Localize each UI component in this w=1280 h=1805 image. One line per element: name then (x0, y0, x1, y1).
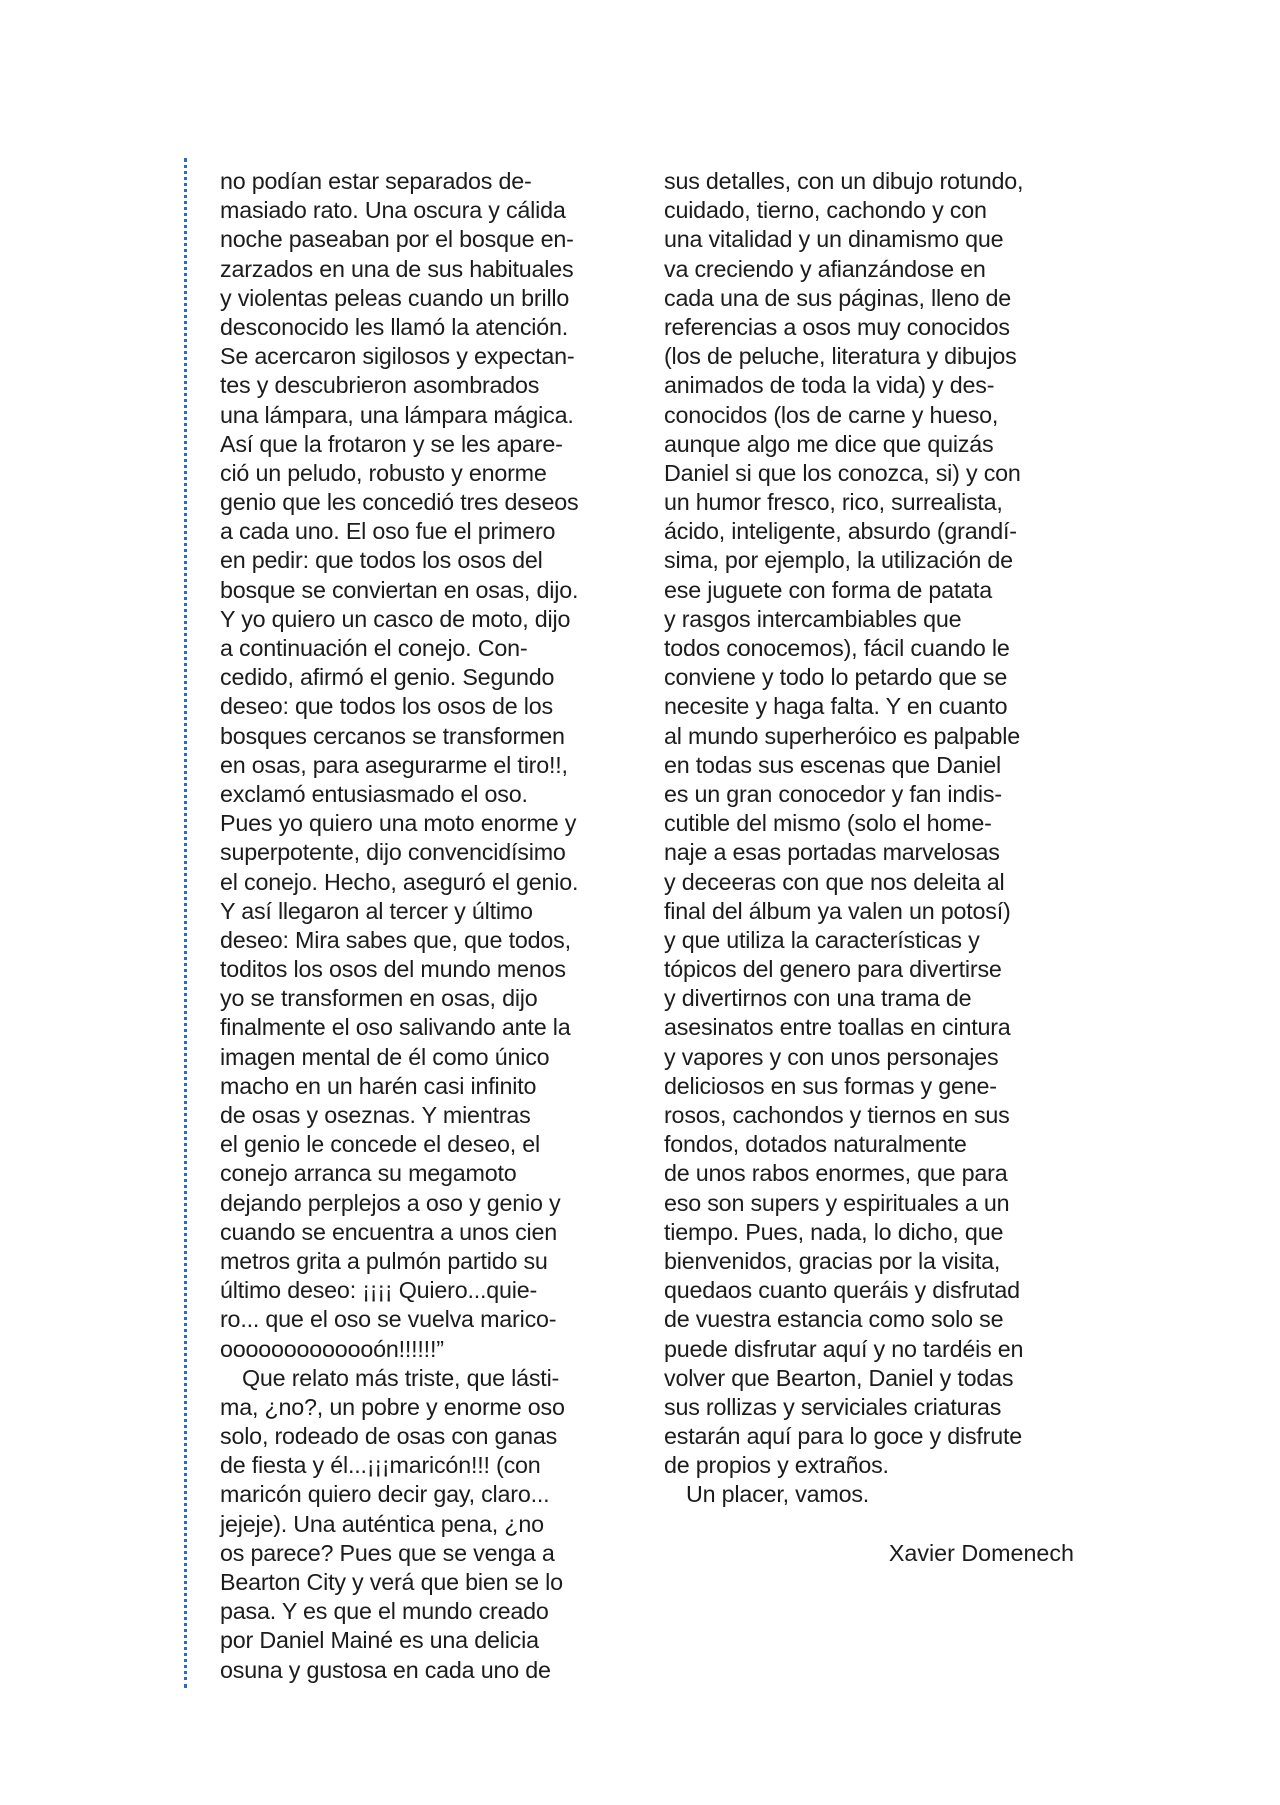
text-line: conocidos (los de carne y hueso, (664, 401, 999, 428)
text-line: maricón quiero decir gay, claro... (220, 1481, 550, 1508)
text-line: metros grita a pulmón partido su (220, 1247, 548, 1274)
text-line: Se acercaron sigilosos y expectan- (220, 343, 575, 370)
text-line: de unos rabos enormes, que para (664, 1160, 1008, 1187)
text-line: naje a esas portadas marvelosas (664, 839, 1000, 866)
text-line: sus rollizas y serviciales criaturas (664, 1393, 1002, 1420)
text-line: fondos, dotados naturalmente (664, 1131, 967, 1158)
text-line: Así que la frotaron y se les apare- (220, 430, 563, 457)
text-line: estarán aquí para lo goce y disfrute (664, 1423, 1023, 1450)
text-line: referencias a osos muy conocidos (664, 313, 1010, 340)
text-line: de osas y oseznas. Y mientras (220, 1102, 531, 1128)
text-line: bosque se conviertan en osas, dijo. (220, 576, 579, 603)
text-line: y rasgos intercambiables que (664, 605, 962, 632)
text-line: a continuación el conejo. Con- (220, 635, 528, 661)
text-line: ma, ¿no?, un pobre y enorme oso (220, 1393, 565, 1420)
right-column (664, 167, 1084, 1510)
text-line: toditos los osos del mundo menos (220, 956, 566, 983)
text-line: bienvenidos, gracias por la visita, (664, 1247, 1001, 1274)
text-line: cuidado, tierno, cachondo y con (664, 197, 987, 224)
text-line: jejeje). Una auténtica pena, ¿no (220, 1510, 544, 1537)
text-line: desconocido les llamó la atención. (220, 313, 569, 340)
text-line: exclamó entusiasmado el oso. (220, 780, 528, 807)
text-line: en osas, para asegurarme el tiro!!, (220, 751, 568, 778)
text-line: deseo: que todos los osos de los (220, 693, 553, 720)
text-line: superpotente, dijo convencidísimo (220, 839, 566, 866)
text-line: ro... que el oso se vuelva marico- (220, 1306, 557, 1333)
text-line: conejo arranca su megamoto (220, 1160, 517, 1187)
text-line: y divertirnos con una trama de (664, 985, 972, 1012)
text-line: finalmente el oso salivando ante la (220, 1014, 571, 1041)
text-line: de propios y extraños. (664, 1452, 889, 1479)
text-line: y vapores y con unos personajes (664, 1043, 999, 1070)
left-column (220, 167, 640, 1685)
text-line: os parece? Pues que se venga a (220, 1539, 555, 1566)
text-line: sima, por ejemplo, la utilización de (664, 547, 1013, 574)
text-line: dejando perplejos a oso y genio y (220, 1189, 561, 1216)
text-line: último deseo: ¡¡¡¡ Quiero...quie- (220, 1277, 538, 1304)
text-line: en todas sus escenas que Daniel (664, 751, 1002, 778)
text-line: no podían estar separados de- (220, 168, 532, 194)
text-line: deliciosos en sus formas y gene- (664, 1072, 997, 1099)
text-line: una vitalidad y un dinamismo que (664, 226, 1004, 253)
text-line: y violentas peleas cuando un brillo (220, 284, 570, 311)
text-line: conviene y todo lo petardo que se (664, 664, 1008, 691)
text-line: quedaos cuanto queráis y disfrutad (664, 1277, 1020, 1304)
text-line: rosos, cachondos y tiernos en sus (664, 1102, 1010, 1128)
text-line: imagen mental de él como único (220, 1043, 550, 1070)
author-signature: Xavier Domenech (888, 1540, 1074, 1566)
text-line: masiado rato. Una oscura y cálida (220, 197, 566, 224)
text-line: final del álbum ya valen un potosí) (664, 897, 1011, 924)
text-line: pasa. Y es que el mundo creado (220, 1598, 549, 1625)
text-line: tiempo. Pues, nada, lo dicho, que (664, 1218, 1004, 1245)
text-line: Un placer, vamos. (686, 1481, 870, 1508)
text-line: cutible del mismo (solo el home- (664, 810, 992, 837)
text-line: ese juguete con forma de patata (664, 576, 992, 603)
text-line: de fiesta y él...¡¡¡maricón!!! (con (220, 1452, 541, 1479)
text-line: animados de toda la vida) y des- (664, 372, 995, 399)
text-line: Que relato más triste, que lásti- (242, 1364, 560, 1391)
dotted-margin-rule (184, 158, 187, 1688)
text-line: Y así llegaron al tercer y último (220, 897, 533, 924)
text-line: asesinatos entre toallas en cintura (664, 1014, 1011, 1041)
text-line: genio que les concedió tres deseos (220, 489, 579, 516)
text-line: de vuestra estancia como solo se (664, 1306, 1004, 1333)
text-line: deseo: Mira sabes que, que todos, (220, 926, 571, 953)
text-line: a cada uno. El oso fue el primero (220, 518, 556, 545)
text-line: en pedir: que todos los osos del (220, 547, 543, 574)
text-line: Bearton City y verá que bien se lo (220, 1569, 563, 1595)
text-line: ooooooooooooón!!!!!!” (220, 1335, 444, 1362)
text-line: aunque algo me dice que quizás (664, 430, 994, 457)
text-line: ció un peludo, robusto y enorme (220, 459, 547, 486)
text-line: todos conocemos), fácil cuando le (664, 635, 1010, 661)
text-line: al mundo superheróico es palpable (664, 722, 1021, 749)
text-line: noche paseaban por el bosque en- (220, 226, 574, 253)
text-line: necesite y haga falta. Y en cuanto (664, 693, 1008, 720)
text-line: Y yo quiero un casco de moto, dijo (220, 605, 571, 632)
text-line: ácido, inteligente, absurdo (grandí- (664, 518, 1017, 545)
text-line: bosques cercanos se transformen (220, 722, 565, 749)
text-line: tes y descubrieron asombrados (220, 372, 540, 399)
text-line: un humor fresco, rico, surrealista, (664, 489, 1003, 516)
text-line: sus detalles, con un dibujo rotundo, (664, 168, 1024, 194)
text-line: el genio le concede el deseo, el (220, 1131, 540, 1158)
text-line: cuando se encuentra a unos cien (220, 1218, 558, 1245)
text-line: va creciendo y afianzándose en (664, 255, 986, 282)
text-line: Pues yo quiero una moto enorme y (220, 810, 577, 837)
text-line: y que utiliza la características y (664, 926, 980, 953)
text-line: es un gran conocedor y fan indis- (664, 780, 1002, 807)
text-line: eso son supers y espirituales a un (664, 1189, 1010, 1216)
text-line: por Daniel Mainé es una delicia (220, 1627, 539, 1654)
text-line: Daniel si que los conozca, si) y con (664, 459, 1021, 486)
text-line: una lámpara, una lámpara mágica. (220, 401, 574, 428)
text-line: puede disfrutar aquí y no tardéis en (664, 1335, 1024, 1362)
text-line: zarzados en una de sus habituales (220, 255, 574, 282)
text-line: tópicos del genero para divertirse (664, 956, 1002, 983)
text-line: osuna y gustosa en cada uno de (220, 1656, 551, 1683)
text-line: cada una de sus páginas, lleno de (664, 284, 1012, 311)
text-line: yo se transformen en osas, dijo (220, 985, 538, 1012)
text-line: volver que Bearton, Daniel y todas (664, 1364, 1014, 1391)
text-line: el conejo. Hecho, aseguró el genio. (220, 868, 579, 895)
text-line: (los de peluche, literatura y dibujos (664, 343, 1017, 370)
text-line: y deceeras con que nos deleita al (664, 868, 1005, 895)
text-line: macho en un harén casi infinito (220, 1072, 537, 1099)
text-line: cedido, afirmó el genio. Segundo (220, 664, 555, 691)
text-line: solo, rodeado de osas con ganas (220, 1423, 558, 1450)
